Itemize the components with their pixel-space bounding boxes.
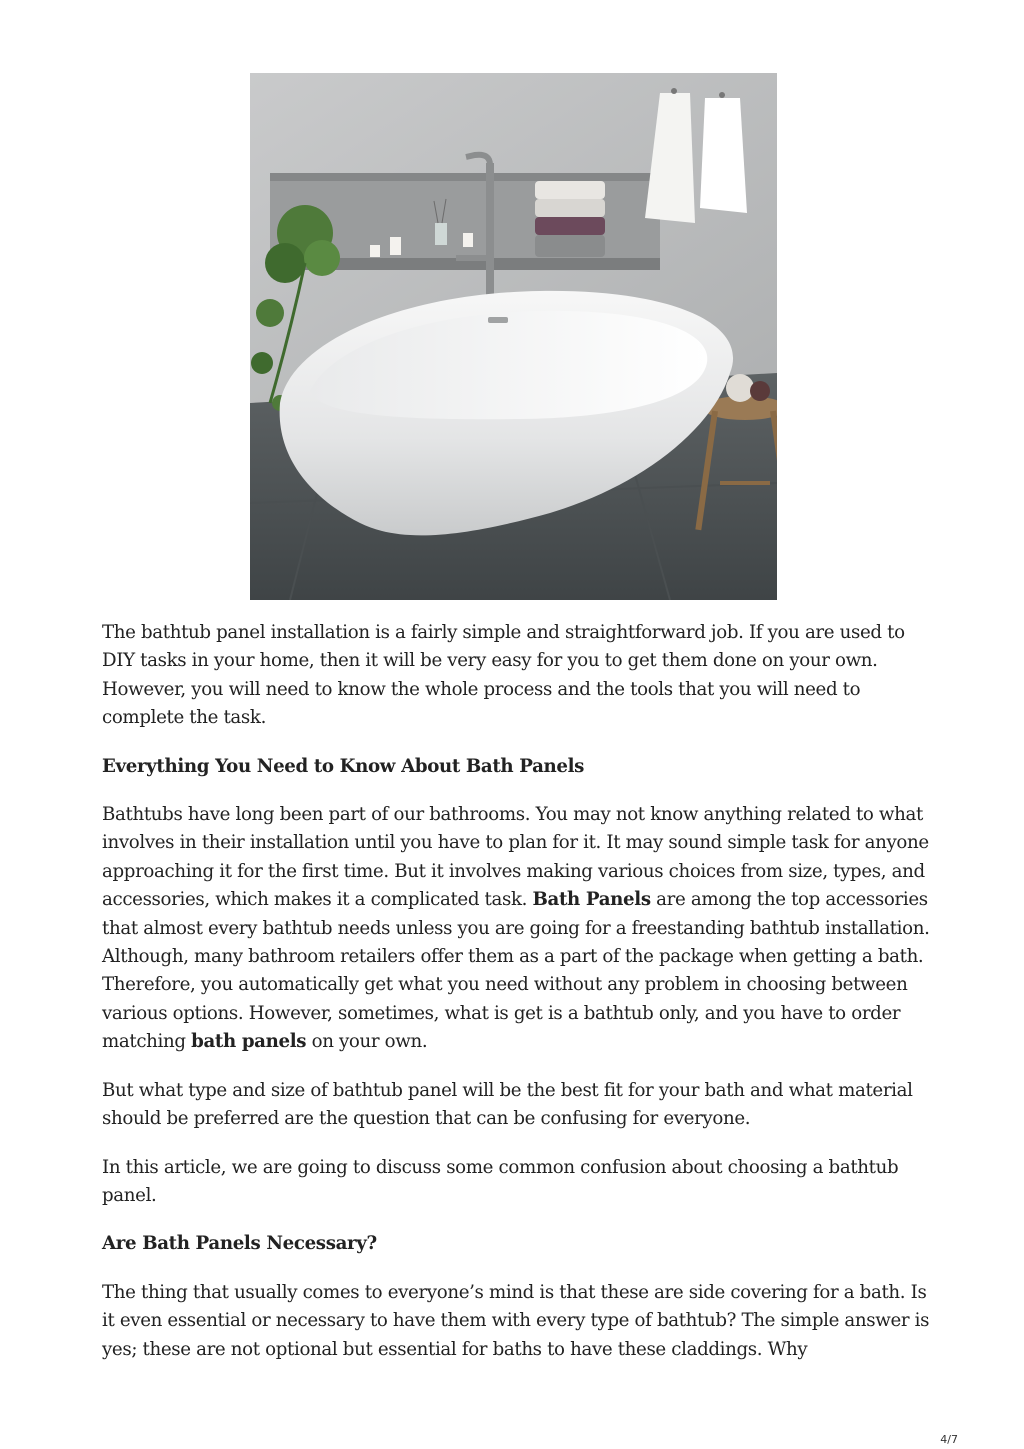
section-heading-necessary: Are Bath Panels Necessary? — [102, 1233, 377, 1255]
section-heading-bath-panels: Everything You Need to Know About Bath Panels — [102, 755, 585, 777]
type-size-paragraph: But what type and size of bathtub panel will be the best fit for your bath and what material should be preferred are the question that can be confusing for everyone. — [102, 1079, 913, 1130]
text-run: Bathtubs have long been part of our bathrooms. You may not know anything related to what involves in their installation until you have to plan for it. It may sound simple task for anyone approaching it for the first time. But it involves making various choices from size, types, and accessories, which makes it a complicated task. — [102, 804, 929, 911]
bath-panels-bold-text: bath panels — [191, 1031, 307, 1053]
text-run: are among the top accessories that almost every bathtub needs unless you are going for a freestanding bathtub installation. Although, many bathroom retailers offer them as a part of the package when getting a bath. Therefore, you automatically get what you need without any problem in choosing between various options. However, sometimes, what is get is a bathtub only, and you have to order matching — [102, 889, 930, 1053]
bathtub-photo — [250, 73, 777, 600]
article-body — [102, 619, 932, 1384]
article-scope-paragraph: In this article, we are going to discuss some common confusion about choosing a bathtub panel. — [102, 1156, 899, 1206]
bath-panels-link-text: Bath Panels — [532, 889, 651, 911]
bath-panels-paragraph — [102, 801, 932, 1057]
page-number: 4/7 — [940, 1433, 958, 1446]
necessary-paragraph: The thing that usually comes to everyone’s mind is that these are side covering for a bath. Is it even essential or necessary to have them with every type of bathtub? The simple answer is yes; these are not optional but essential for baths to have these claddings. Why — [102, 1281, 930, 1360]
text-run: on your own. — [306, 1031, 428, 1053]
intro-paragraph: The bathtub panel installation is a fairly simple and straightforward job. If you are used to DIY tasks in your home, then it will be very easy for you to get them done on your own. However, you will need to know the whole process and the tools that you will need to complete the task. — [102, 622, 905, 729]
